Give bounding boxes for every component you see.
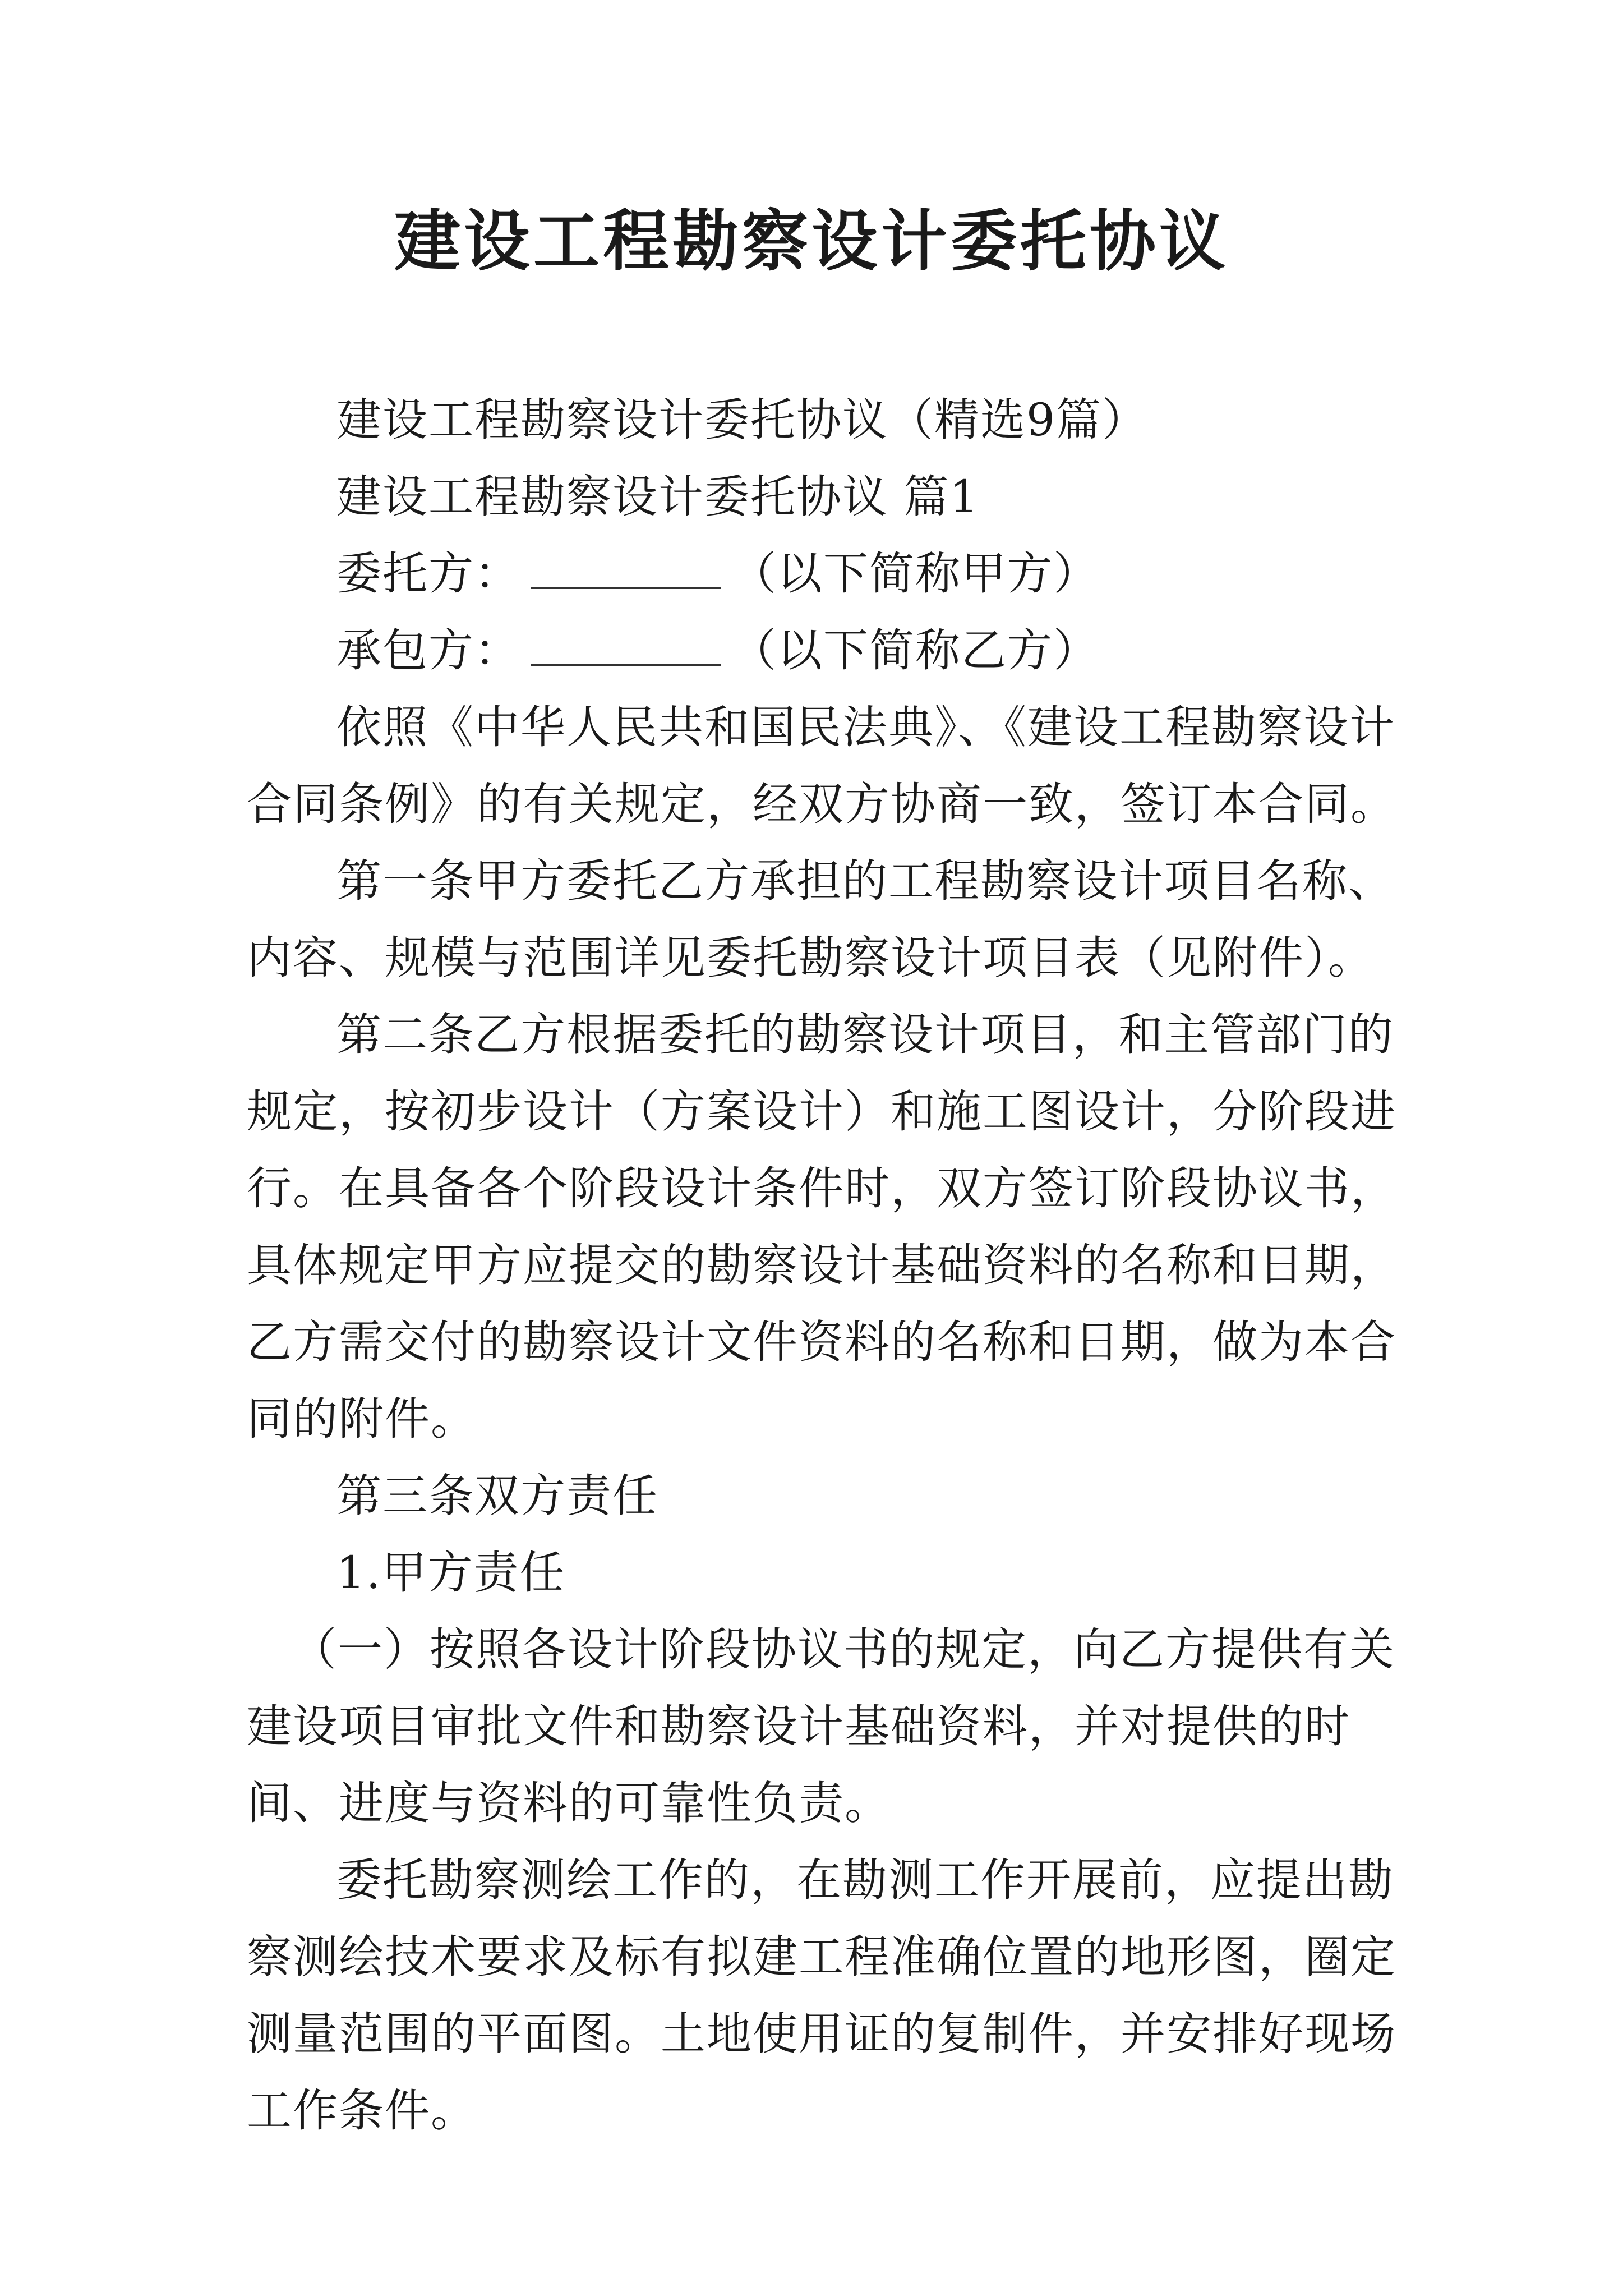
contractor-suffix: （以下简称乙方） [731, 624, 1099, 677]
client-suffix: （以下简称甲方） [731, 547, 1099, 600]
paragraph-contractor [247, 612, 1419, 689]
paragraph-item-1: （一）按照各设计阶段协议书的规定，向乙方提供有关建设项目审批文件和勘察设计基础资料，并对提供的时间、进度与资料的可靠性负责。 [247, 1623, 1395, 1829]
contractor-label: 承包方： [336, 624, 520, 677]
paragraph-basis: 依照《中华人民共和国民法典》、《建设工程勘察设计合同条例》的有关规定，经双方协商一致，签订本合同。 [247, 701, 1396, 830]
paragraph-article-2: 第二条乙方根据委托的勘察设计项目，和主管部门的规定，按初步设计（方案设计）和施工图设计，分阶段进行。在具备各个阶段设计条件时，双方签订阶段协议书，具体规定甲方应提交的勘察设计基础资料的名称和日期，乙方需交付的勘察设计文件资料的名称和日期，做为本合同的附件。 [247, 1009, 1396, 1445]
document-title: 建设工程勘察设计委托协议 [394, 202, 1229, 280]
contractor-blank-line [531, 625, 721, 666]
client-label: 委托方： [336, 547, 520, 600]
client-blank-line [531, 548, 721, 589]
paragraph-survey-commission: 委托勘察测绘工作的，在勘测工作开展前，应提出勘察测绘技术要求及标有拟建工程准确位置的地形图，圈定测量范围的平面图。土地使用证的复制件，并安排好现场工作条件。 [247, 1854, 1396, 2137]
paragraph-section-heading: 建设工程勘察设计委托协议 篇1 [336, 471, 980, 523]
paragraph-article-1: 第一条甲方委托乙方承担的工程勘察设计项目名称、内容、规模与范围详见委托勘察设计项目表（见附件）。 [247, 855, 1394, 984]
paragraph-party-a-duty: 1.甲方责任 [336, 1547, 566, 1599]
paragraph-subtitle: 建设工程勘察设计委托协议（精选9篇） [336, 394, 1148, 446]
paragraph-client [247, 535, 1419, 612]
paragraph-article-3: 第三条双方责任 [336, 1470, 658, 1522]
document-body [247, 381, 1419, 2149]
